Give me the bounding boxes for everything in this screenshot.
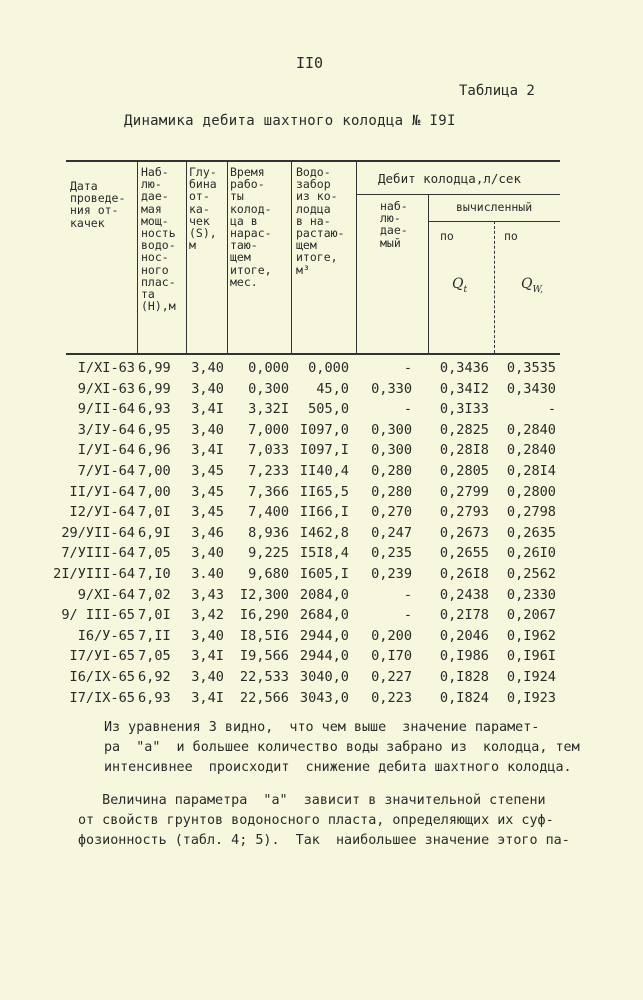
row-depth: 3,4I	[191, 648, 224, 665]
col-divider-2	[186, 160, 187, 353]
row-date: 2I/УIII-64	[53, 566, 135, 582]
header-yield: Дебит колодца,л/сек	[378, 171, 521, 186]
row-depth: 3,45	[191, 504, 224, 521]
row-date: I/УI-64	[77, 442, 135, 459]
row-date: 9/XI-64	[77, 586, 135, 603]
col-divider-6	[428, 194, 429, 353]
table-row	[0, 669, 643, 690]
row-observed: 0,280	[371, 483, 412, 500]
row-date: I6/У-65	[77, 627, 135, 644]
row-q-t: 0,3436	[439, 360, 489, 376]
row-q-w: -	[547, 401, 556, 418]
row-time: 7,233	[248, 463, 289, 479]
row-time: I9,566	[239, 648, 289, 665]
header-date: Дата проведе- ния от- качек	[70, 179, 126, 230]
table-row	[0, 648, 643, 669]
row-depth: 3,4I	[191, 401, 224, 418]
row-depth: 3,43	[191, 586, 224, 603]
row-time: 22,533	[239, 669, 289, 685]
row-withdrawal: I605,I	[299, 566, 349, 582]
page-number: II0	[296, 54, 324, 72]
row-withdrawal: II40,4	[299, 463, 349, 479]
col-divider-5	[356, 160, 357, 353]
col-divider-4	[291, 160, 292, 353]
row-thickness: 7,I0	[138, 566, 171, 582]
row-observed: 0,300	[371, 421, 412, 438]
row-withdrawal: II65,5	[299, 483, 349, 500]
header-top-rule	[66, 160, 560, 162]
row-thickness: 7,00	[138, 483, 171, 500]
table-row	[0, 628, 643, 649]
paragraph-2: Величина параметра "а" зависит в значительной степени от свойств грунтов водоносного пласта, определяющих их суф- фозионность (табл. 4; 5). Так наибольшее значение этого па-	[78, 793, 570, 848]
table-row	[0, 504, 643, 525]
row-withdrawal: 3043,0	[299, 689, 349, 706]
row-thickness: 6,93	[138, 401, 171, 418]
row-thickness: 7,05	[138, 648, 171, 665]
row-depth: 3,45	[191, 463, 224, 479]
row-date: 9/ III-65	[61, 607, 135, 624]
row-withdrawal: 45,0	[316, 380, 349, 397]
row-time: 3,32I	[248, 401, 289, 418]
table-row	[0, 422, 643, 443]
row-q-t: 0,28I8	[439, 442, 489, 459]
row-depth: 3,4I	[191, 689, 224, 706]
row-date: 7/УI-64	[77, 463, 135, 479]
row-observed: 0,200	[371, 627, 412, 644]
table-row	[0, 690, 643, 711]
row-date: 9/XI-63	[77, 380, 135, 397]
table-row	[0, 401, 643, 422]
table-label: Таблица 2	[459, 83, 535, 99]
table-row	[0, 360, 643, 381]
header-by-2: по	[504, 229, 518, 243]
row-thickness: 6,93	[138, 689, 171, 706]
row-observed: 0,300	[371, 442, 412, 459]
row-time: I6,290	[239, 607, 289, 624]
row-thickness: 7,02	[138, 586, 171, 603]
row-time: 8,936	[248, 524, 289, 541]
row-q-w: 0,2800	[506, 483, 556, 500]
row-q-t: 0,I828	[439, 669, 489, 685]
row-q-w: 0,3430	[506, 380, 556, 397]
row-observed: -	[403, 360, 412, 376]
row-time: 9,680	[248, 566, 289, 582]
row-time: 7,400	[248, 504, 289, 521]
row-observed: 0,227	[371, 669, 412, 685]
row-date: I7/УI-65	[69, 648, 135, 665]
row-q-t: 0,2673	[439, 524, 489, 541]
row-thickness: 6,96	[138, 442, 171, 459]
row-depth: 3,40	[191, 627, 224, 644]
col-divider-3	[227, 160, 228, 353]
row-withdrawal: 505,0	[308, 401, 349, 418]
row-depth: 3,4I	[191, 442, 224, 459]
table-row	[0, 463, 643, 484]
row-depth: 3,40	[191, 545, 224, 562]
row-q-t: 0,2046	[439, 627, 489, 644]
row-q-w: 0,I923	[506, 689, 556, 706]
row-q-w: 0,I96I	[506, 648, 556, 665]
row-withdrawal: 0,000	[308, 360, 349, 376]
row-thickness: 6,99	[138, 380, 171, 397]
row-time: 7,366	[248, 483, 289, 500]
row-q-w: 0,2635	[506, 524, 556, 541]
row-observed: 0,330	[371, 380, 412, 397]
row-thickness: 7,II	[138, 627, 171, 644]
header-time: Время рабо- ты колод- ца в нарас- таю- щем итоге, мес.	[230, 165, 272, 289]
row-thickness: 7,00	[138, 463, 171, 479]
row-depth: 3,45	[191, 483, 224, 500]
row-observed: 0,239	[371, 566, 412, 582]
row-time: 7,000	[248, 421, 289, 438]
row-q-w: 0,I924	[506, 669, 556, 685]
table-row	[0, 484, 643, 505]
row-q-t: 0,2825	[439, 421, 489, 438]
col-divider-1	[137, 160, 138, 353]
row-depth: 3,42	[191, 607, 224, 624]
header-thickness: Наб- лю- дае- мая мощ- ность водо- нос- ного плас- та (Н),м	[141, 165, 176, 314]
row-q-t: 0,2793	[439, 504, 489, 521]
header-by-1: по	[440, 229, 454, 243]
row-q-w: 0,26I0	[506, 545, 556, 562]
row-observed: 0,280	[371, 463, 412, 479]
row-observed: 0,247	[371, 524, 412, 541]
row-withdrawal: I5I8,4	[299, 545, 349, 562]
row-date: I7/IX-65	[69, 689, 135, 706]
table-title: Динамика дебита шахтного колодца № I9I	[124, 113, 456, 129]
row-observed: 0,I70	[371, 648, 412, 665]
header-withdrawal: Водо- забор из ко- лодца в на- растаю- щем итоге, м³	[296, 165, 345, 277]
row-q-w: 0,2330	[506, 586, 556, 603]
row-date: II/УI-64	[69, 483, 135, 500]
row-time: 9,225	[248, 545, 289, 562]
row-q-w: 0,2067	[506, 607, 556, 624]
row-q-w: 0,28I4	[506, 463, 556, 479]
row-q-t: 0,I824	[439, 689, 489, 706]
table-row	[0, 566, 643, 587]
table-row	[0, 525, 643, 546]
row-depth: 3.40	[191, 566, 224, 582]
row-withdrawal: I097,I	[299, 442, 349, 459]
row-date: I2/УI-64	[69, 504, 135, 521]
row-thickness: 7,0I	[138, 607, 171, 624]
row-depth: 3,46	[191, 524, 224, 541]
table-row	[0, 545, 643, 566]
row-withdrawal: I462,8	[299, 524, 349, 541]
row-q-w: 0,2840	[506, 421, 556, 438]
row-thickness: 7,05	[138, 545, 171, 562]
row-thickness: 6,9I	[138, 524, 171, 541]
header-observed: наб- лю- дае- мый	[380, 199, 408, 250]
row-q-t: 0,26I8	[439, 566, 489, 582]
col-divider-7	[494, 221, 495, 353]
row-observed: -	[403, 401, 412, 418]
row-time: I2,300	[239, 586, 289, 603]
row-q-t: 0,2799	[439, 483, 489, 500]
row-thickness: 6,95	[138, 421, 171, 438]
row-withdrawal: 2944,0	[299, 648, 349, 665]
row-withdrawal: 3040,0	[299, 669, 349, 685]
header-bottom-rule	[66, 353, 560, 355]
row-thickness: 6,99	[138, 360, 171, 376]
row-observed: 0,223	[371, 689, 412, 706]
row-thickness: 6,92	[138, 669, 171, 685]
row-q-t: 0,2438	[439, 586, 489, 603]
row-date: I/XI-63	[77, 360, 135, 376]
yield-divider	[356, 194, 560, 195]
row-depth: 3,40	[191, 669, 224, 685]
row-date: 3/IУ-64	[77, 421, 135, 438]
row-q-t: 0,I986	[439, 648, 489, 665]
row-time: 22,566	[239, 689, 289, 706]
row-time: 0,000	[248, 360, 289, 376]
row-q-w: 0,2562	[506, 566, 556, 582]
header-q-w: $Q_{W,}$	[521, 276, 544, 295]
row-thickness: 7,0I	[138, 504, 171, 521]
row-withdrawal: 2944,0	[299, 627, 349, 644]
row-q-t: 0,2I78	[439, 607, 489, 624]
table-row	[0, 381, 643, 402]
row-observed: -	[403, 586, 412, 603]
row-observed: -	[403, 607, 412, 624]
row-withdrawal: 2084,0	[299, 586, 349, 603]
row-q-w: 0,2840	[506, 442, 556, 459]
row-withdrawal: I097,0	[299, 421, 349, 438]
row-q-w: 0,3535	[506, 360, 556, 376]
row-observed: 0,270	[371, 504, 412, 521]
row-q-w: 0,I962	[506, 627, 556, 644]
paragraph-1: Из уравнения 3 видно, что чем выше значение парамет- ра "а" и большее количество воды забрано из колодца, тем интенсивнее происходит снижение дебита шахтного колодца.	[104, 720, 580, 775]
header-q-t: $Q_t$	[452, 276, 468, 295]
row-withdrawal: II66,I	[299, 504, 349, 521]
row-withdrawal: 2684,0	[299, 607, 349, 624]
row-date: I6/IX-65	[69, 669, 135, 685]
header-calculated: вычисленный	[456, 200, 533, 214]
row-q-w: 0,2798	[506, 504, 556, 521]
row-q-t: 0,3I33	[439, 401, 489, 418]
table-row	[0, 587, 643, 608]
row-time: I8,5I6	[239, 627, 289, 644]
row-date: 7/УIII-64	[61, 545, 135, 562]
table-row	[0, 442, 643, 463]
table-row	[0, 607, 643, 628]
row-time: 7,033	[248, 442, 289, 459]
row-q-t: 0,34I2	[439, 380, 489, 397]
row-depth: 3,40	[191, 421, 224, 438]
header-depth: Глу- бина от- ка- чек (S), м	[189, 165, 217, 253]
row-depth: 3,40	[191, 360, 224, 376]
row-depth: 3,40	[191, 380, 224, 397]
row-q-t: 0,2655	[439, 545, 489, 562]
row-time: 0,300	[248, 380, 289, 397]
row-q-t: 0,2805	[439, 463, 489, 479]
row-date: 29/УII-64	[61, 524, 135, 541]
row-observed: 0,235	[371, 545, 412, 562]
row-date: 9/II-64	[77, 401, 135, 418]
